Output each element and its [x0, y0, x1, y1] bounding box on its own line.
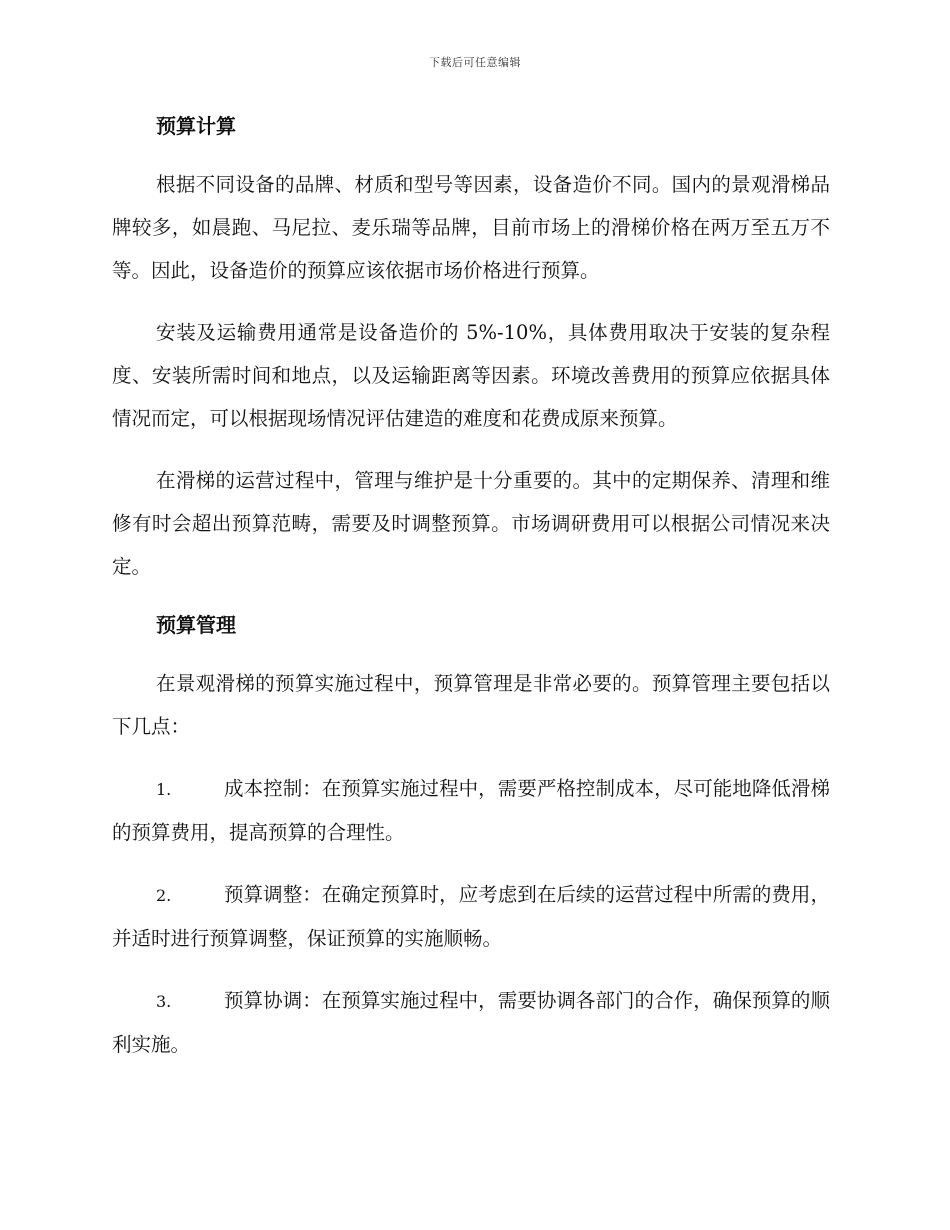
document-body [112, 108, 830, 1085]
paragraph-installation-cost: 安装及运输费用通常是设备造价的 5%-10%，具体费用取决于安装的复杂程度、安装所需时间和地点，以及运输距离等因素。环境改善费用的预算应依据具体情况而定，可以根据现场情况评估建造的难度和花费成原来预算。 [112, 321, 830, 430]
paragraph-equipment-cost: 根据不同设备的品牌、材质和型号等因素，设备造价不同。国内的景观滑梯品牌较多，如晨跑、马尼拉、麦乐瑞等品牌，目前市场上的滑梯价格在两万至五万不等。因此，设备造价的预算应该依据市场价格进行预算。 [112, 173, 830, 282]
list-item-text: 预算协调：在预算实施过程中，需要协调各部门的合作，确保预算的顺利实施。 [112, 989, 830, 1056]
section-title-budget-calculation: 预算计算 [156, 114, 236, 138]
section-title-budget-management: 预算管理 [156, 613, 236, 637]
list-item-budget-adjustment [112, 873, 830, 960]
list-item-text: 预算调整：在确定预算时，应考虑到在后续的运营过程中所需的费用，并适时进行预算调整，保证预算的实施顺畅。 [112, 883, 830, 950]
list-item-budget-coordination [112, 979, 830, 1066]
list-item-number: 2. [156, 886, 172, 905]
list-item-number: 3. [156, 992, 172, 1011]
list-item-number: 1. [156, 780, 172, 799]
paragraph-management-intro: 在景观滑梯的预算实施过程中，预算管理是非常必要的。预算管理主要包括以下几点： [112, 672, 830, 738]
paragraph-operation-maintenance: 在滑梯的运营过程中，管理与维护是十分重要的。其中的定期保养、清理和维修有时会超出预算范畴，需要及时调整预算。市场调研费用可以根据公司情况来决定。 [112, 469, 830, 578]
list-item-text: 成本控制：在预算实施过程中，需要严格控制成本，尽可能地降低滑梯的预算费用，提高预算的合理性。 [112, 777, 830, 844]
page-header-watermark: 下载后可任意编辑 [429, 56, 521, 69]
list-item-cost-control [112, 767, 830, 854]
